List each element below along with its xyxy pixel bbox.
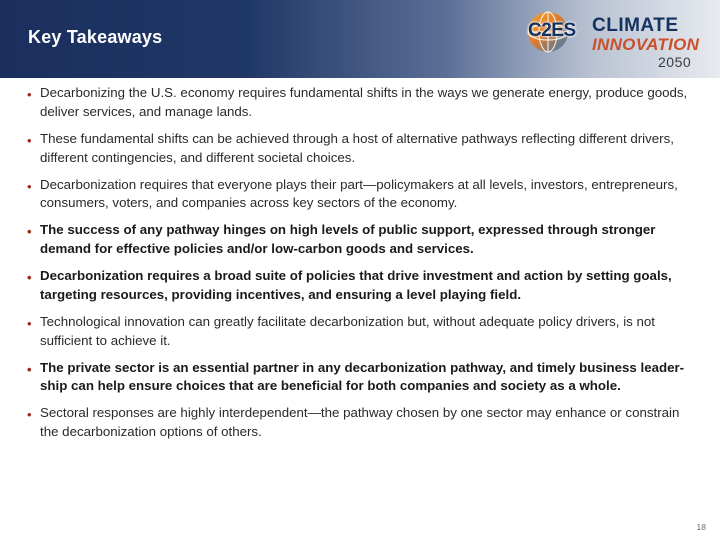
list-item-text: Decarbonization requires a broad suite of policies that drive investment and action by setting goals, targeting resources, providing incentives, and ensuring a level playing field.: [40, 268, 672, 302]
bullet-marker-icon: •: [27, 361, 32, 377]
list-item: [26, 221, 696, 259]
list-item: [26, 313, 696, 351]
bullet-marker-icon: •: [27, 315, 32, 331]
list-item: [26, 267, 696, 305]
list-item-text: Decarbonizing the U.S. economy requires fundamental shifts in the ways we generate energy, produce goods, deliver services, and manage lands.: [40, 85, 688, 119]
page-number: 18: [696, 522, 706, 532]
bullet-marker-icon: •: [27, 178, 32, 194]
logo-climate-text: CLIMATE: [592, 15, 679, 36]
bullet-marker-icon: •: [27, 270, 32, 285]
bullet-list: [0, 84, 720, 450]
list-item-text: The private sector is an essential partner in any decarbonization pathway, and timely business leader- ship can help ensure choices that are beneficial for both companies and society as a whole.: [40, 359, 685, 394]
page-title: Key Takeaways: [28, 27, 163, 47]
list-item-text: Technological innovation can greatly facilitate decarbonization but, without adequate policy drivers, is not sufficient to achieve it.: [40, 313, 655, 348]
list-item: [26, 404, 696, 442]
list-item-text: Decarbonization requires that everyone plays their part—policymakers at all levels, investors, entrepreneurs, consumers, voters, and companies across key sectors of the economy.: [40, 176, 678, 211]
bullet-marker-icon: •: [27, 132, 32, 148]
list-item-text: Sectoral responses are highly interdependent—the pathway chosen by one sector may enhance or constrain the decarbonization options of others.: [40, 405, 680, 440]
slide-header: [0, 0, 720, 78]
list-item-text: These fundamental shifts can be achieved through a host of alternative pathways reflecting different drivers, different contingencies, and different societal choices.: [40, 130, 674, 165]
bullet-marker-icon: •: [27, 224, 32, 240]
list-item: [26, 359, 696, 397]
logo-c2es-text: C2ES: [528, 20, 576, 41]
list-item: [26, 130, 696, 168]
list-item: [26, 176, 696, 214]
list-item: [26, 84, 696, 122]
logo-innovation-text: INNOVATION: [592, 35, 700, 54]
list-item-text: The success of any pathway hinges on high levels of public support, expressed through stronger demand for effective policies and/or low-carbon goods and services.: [40, 222, 656, 257]
logo-year-text: 2050: [658, 54, 692, 70]
bullet-marker-icon: •: [27, 407, 32, 423]
bullet-marker-icon: •: [27, 87, 32, 102]
c2es-logo: [526, 8, 706, 70]
